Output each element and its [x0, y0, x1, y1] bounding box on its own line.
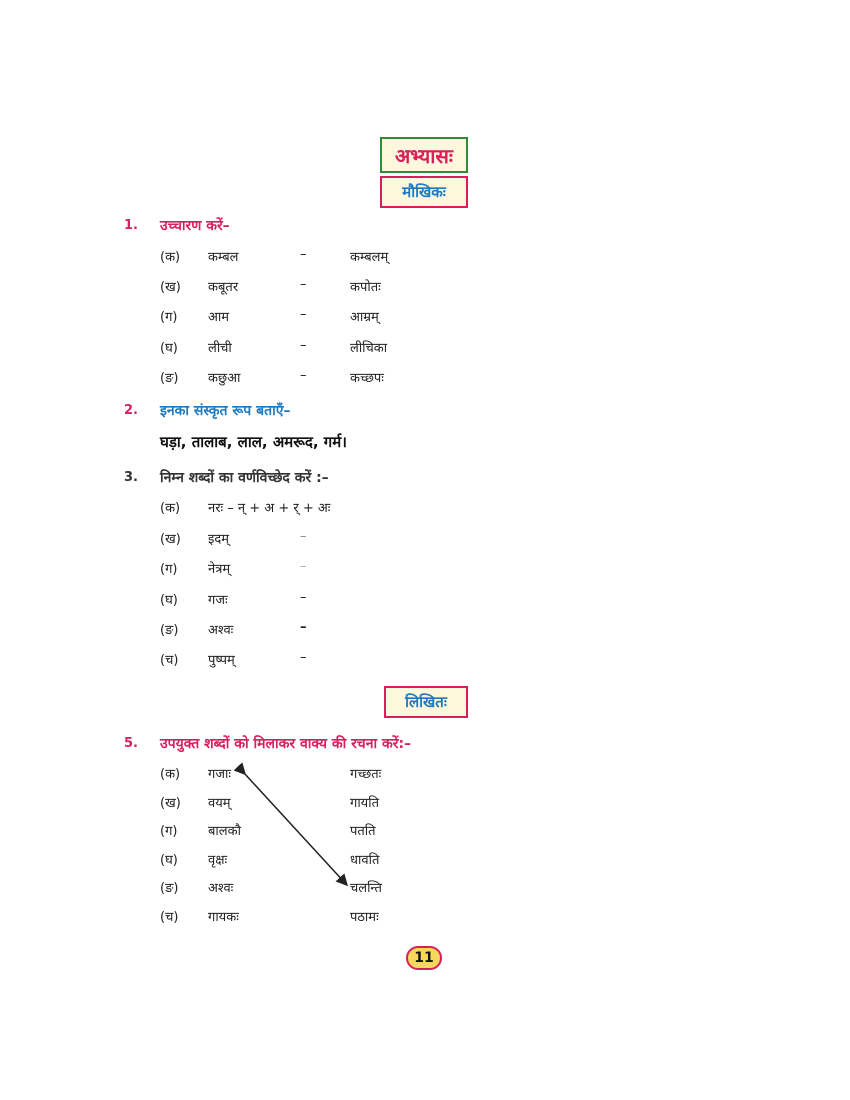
- q1-row-word: कछुआ: [208, 371, 241, 386]
- q1-number: 1.: [124, 218, 138, 233]
- q5-row-mark: (ख): [160, 796, 181, 811]
- q5-row-right: धावति: [350, 853, 380, 868]
- q3-number: 3.: [124, 470, 138, 485]
- q1-text: उच्चारण करें–: [160, 218, 230, 234]
- q1-row-mark: (ग): [160, 310, 178, 325]
- q3-row-mark: (ख): [160, 532, 181, 547]
- q1-row-sanskrit: लीचिका: [350, 341, 388, 356]
- q2-number: 2.: [124, 403, 138, 418]
- q3-row-word: पुष्पम्: [208, 653, 235, 668]
- q5-row-right: गायति: [350, 796, 380, 811]
- q1-row-mark: (ङ): [160, 371, 179, 386]
- q1-row-sanskrit: आम्रम्: [350, 310, 379, 325]
- q1-row-dash: –: [300, 247, 307, 262]
- q5-row-mark: (घ): [160, 853, 178, 868]
- q5-row-left: वयम्: [208, 796, 231, 811]
- q1-row-dash: –: [300, 368, 307, 383]
- q3-row-mark: (ङ): [160, 623, 179, 638]
- q3-row-dash: –: [300, 529, 307, 544]
- q2-text: इनका संस्कृत रूप बताएँ–: [160, 403, 291, 419]
- q5-row-mark: (क): [160, 767, 181, 782]
- exercise-heading: अभ्यासः: [380, 137, 468, 173]
- q5-row-mark: (च): [160, 910, 179, 925]
- q1-row-sanskrit: कच्छपः: [350, 371, 384, 386]
- q5-row-right: गच्छतः: [350, 767, 382, 782]
- q3-row-word: नेत्रम्: [208, 562, 231, 577]
- written-section-label: लिखितः: [384, 686, 468, 718]
- q3-text: निम्न शब्दों का वर्णविच्छेद करें :–: [160, 470, 329, 486]
- q5-row-left: वृक्षः: [208, 853, 228, 868]
- q3-row-dash: –: [300, 650, 307, 665]
- q5-row-right: पठामः: [350, 910, 379, 925]
- q1-row-mark: (क): [160, 250, 181, 265]
- q5-number: 5.: [124, 736, 138, 751]
- q3-row-word: इदम्: [208, 532, 230, 547]
- q1-row-word: आम: [208, 310, 230, 325]
- q1-row-word: लीची: [208, 341, 232, 356]
- q3-row-word: अश्वः: [208, 623, 234, 638]
- q3-row-dash: –: [300, 590, 307, 605]
- q5-text: उपयुक्त शब्दों को मिलाकर वाक्य की रचना करें:–: [160, 736, 412, 752]
- q3-row-dash: –: [300, 559, 307, 574]
- q3-row-word: नरः – न् + अ + र् + अः: [208, 501, 331, 516]
- q3-row-mark: (च): [160, 653, 179, 668]
- oral-section-label: मौखिकः: [380, 176, 468, 208]
- q5-row-right: चलन्ति: [350, 881, 382, 896]
- q5-row-left: गायकः: [208, 910, 239, 925]
- page-number: 11: [406, 946, 442, 970]
- q1-row-dash: –: [300, 307, 307, 322]
- q5-row-mark: (ग): [160, 824, 178, 839]
- q5-row-left: बालकौ: [208, 824, 241, 839]
- q2-words: घड़ा, तालाब, लाल, अमरूद, गर्म।: [160, 433, 347, 451]
- q5-row-left: गजाः: [208, 767, 231, 782]
- q1-row-word: कबूतर: [208, 280, 239, 295]
- q3-row-mark: (घ): [160, 593, 178, 608]
- q1-row-sanskrit: कपोतः: [350, 280, 381, 295]
- q1-row-dash: –: [300, 277, 307, 292]
- q5-row-right: पतति: [350, 824, 376, 839]
- q3-row-mark: (क): [160, 501, 181, 516]
- q3-row-dash: –: [300, 620, 307, 635]
- q3-row-word: गजः: [208, 593, 228, 608]
- q1-row-dash: –: [300, 338, 307, 353]
- q1-row-mark: (घ): [160, 341, 178, 356]
- q5-row-mark: (ङ): [160, 881, 179, 896]
- q1-row-sanskrit: कम्बलम्: [350, 250, 389, 265]
- q1-row-word: कम्बल: [208, 250, 239, 265]
- q1-row-mark: (ख): [160, 280, 181, 295]
- q3-row-mark: (ग): [160, 562, 178, 577]
- q5-row-left: अश्वः: [208, 881, 234, 896]
